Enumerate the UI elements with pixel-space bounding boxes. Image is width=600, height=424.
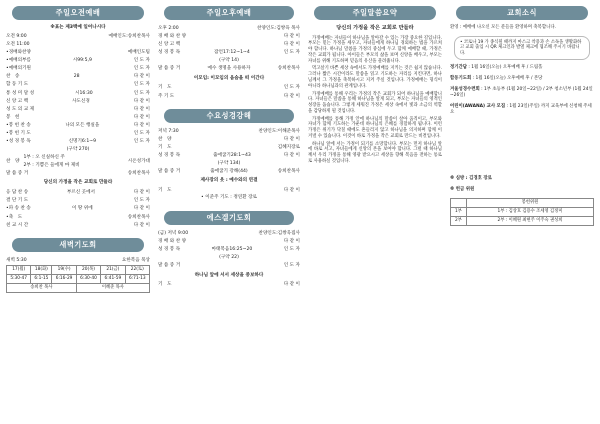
news-items xyxy=(450,65,594,116)
order-row xyxy=(6,122,150,130)
order-person: 다 같 이 xyxy=(283,136,300,142)
news-item xyxy=(450,65,594,71)
order-detail: 시99:5,9 xyxy=(72,58,92,64)
dawn-schedule-table xyxy=(6,265,150,293)
order-row xyxy=(6,222,150,230)
reading-page-row xyxy=(6,146,150,154)
order-detail xyxy=(171,187,283,195)
order-item: 합 동 기 도 xyxy=(6,82,29,88)
order-item: 신 앙 고 백 xyxy=(6,98,29,104)
news-item-text: 1월 16일(오늘) 오후예배 후 / 드림홀 xyxy=(471,65,543,71)
dawn-place: 요한복음 묵상 xyxy=(121,257,150,263)
offering-head-row xyxy=(451,198,594,207)
order-row xyxy=(6,205,150,213)
service-time-2: 오전 11:00 xyxy=(6,41,30,47)
order-detail xyxy=(22,214,128,222)
offering-row-2 xyxy=(451,216,594,225)
news-item xyxy=(450,76,594,82)
dawn-text: 6:41-59 xyxy=(101,274,125,283)
dawn-texts-row xyxy=(7,274,150,283)
service-time-1: 오전 9:00 xyxy=(6,33,27,39)
dawn-time: 새벽 5:30 xyxy=(6,257,27,263)
order-row xyxy=(158,93,300,101)
afternoon-time: 오후 2:00 xyxy=(158,26,179,31)
order-person: 인 도 자 xyxy=(133,198,150,204)
order-item: 신 앙 고 백 xyxy=(158,42,181,48)
news-item-title: 겨울성경수련회 xyxy=(450,87,480,93)
order-detail: 잠언17:12~1~4 xyxy=(214,50,250,56)
afternoon-sermon-title: 예수 생명을 사용하자 xyxy=(207,66,251,72)
order-detail xyxy=(171,136,283,144)
fri-sermon-preacher: 인 도 자 xyxy=(283,263,300,269)
fri-sermon-label: 말 씀 증 거 xyxy=(158,263,181,269)
order-detail xyxy=(31,49,128,57)
order-person: 인 도 자 xyxy=(133,82,150,88)
order-row xyxy=(6,90,150,98)
summary-paragraph: 하나님 앞에 서는 가정이 되기를 소망합니다. 부모는 먼저 하나님 앞에 바로 서고, 자녀들에게 신앙의 본을 보여야 합니다. 그럴 때 하나님께서 우리 가정을 통해 영광 받으시고 세상을 향해 복음을 전하는 통로로 사용하실 것입니다. xyxy=(308,141,442,164)
news-item-title: 합동기도회 xyxy=(450,76,472,82)
news-item-separator: : xyxy=(466,65,472,71)
order-person: 다 같 이 xyxy=(283,188,300,194)
order-item: 기 도 xyxy=(158,85,172,91)
order-detail xyxy=(28,222,134,230)
afternoon-sermon-label: 말 씀 증 거 xyxy=(158,66,181,72)
order-row xyxy=(6,114,150,122)
dawn-text: 6:30-40 xyxy=(76,274,100,283)
order-detail xyxy=(28,81,134,89)
order-person: 송희찬목사 xyxy=(127,214,150,220)
news-item-title: 어린이(AWANA) 교사 모집 xyxy=(450,104,506,110)
dawn-day: 18(화) xyxy=(31,265,52,274)
afternoon-leader: 찬양인도:김쌍육 목사 xyxy=(257,26,300,31)
summary-paragraph: 먹고살기 바쁜 세상 속에서도 가정예배를 지키는 것은 쉽지 않습니다. 그러나 짧은 시간이라도 말씀을 읽고 기도하는 자리를 지킨다면, 하나님께서 그 가정을 축복하시고 지켜 주실 것입니다. 가정예배는 형식이 아니라 하나님과의 관계입니다. xyxy=(308,66,442,89)
order-person: 인 도 자 xyxy=(133,66,150,72)
offering-service-1: 1부 xyxy=(451,207,467,216)
afternoon-worship-header: 주일오후예배 xyxy=(164,6,294,20)
wed-leader: 찬양인도:이해준목사 xyxy=(258,128,300,134)
dawn-prayer-header: 새벽기도회 xyxy=(12,238,144,252)
summary-body xyxy=(308,36,442,165)
order-person: 인 도 자 xyxy=(283,247,300,253)
news-item-separator: : xyxy=(479,87,484,93)
afternoon-page-row xyxy=(158,57,300,65)
dawn-text: 6:1-15 xyxy=(31,274,52,283)
order-row xyxy=(6,73,150,81)
wed-order xyxy=(158,136,300,160)
order-item: •예배의부름 xyxy=(6,58,31,64)
dawn-info-row xyxy=(6,257,150,265)
order-row xyxy=(6,197,150,205)
order-row xyxy=(158,49,300,57)
order-item: •파 송 찬 송 xyxy=(6,206,31,212)
offering-head: 봉헌위원 xyxy=(467,198,594,207)
afternoon-sermon-preacher: 송희찬목사 xyxy=(277,66,300,72)
wed-time: 저녁 7:30 xyxy=(158,128,179,134)
summary-paragraph: 가정예배를 통해 우리는 가정의 작은 교회가 되어 하나님을 예배합니다. 자녀들은 말씀을 통해 하나님을 알게 되고, 부모는 자녀들의 영적인 성장을 돕습니다. 그렇게 세워진 가정은 세상 속에서 빛과 소금의 역할을 감당하게 될 것입니다. xyxy=(308,91,442,114)
order-item: 찬 양 xyxy=(158,136,172,142)
sermon-label: 말 씀 증 거 xyxy=(6,171,29,177)
order-detail: 28 xyxy=(73,74,80,80)
covid-notice: • 코로나 19 가 종식될 때까지 마스크 착용과 손 소독을 생활화하고 교회 출입 시 QR 체크인과 발열 체크에 협조해 주시기 바랍니다. xyxy=(454,36,590,61)
order-person: 다 같 이 xyxy=(283,42,300,48)
order-row xyxy=(158,41,300,49)
wed-time-row xyxy=(158,128,300,136)
visit-title: ※ 심방 : 김경호 장로 xyxy=(450,176,492,182)
order-item: 결 단 기 도 xyxy=(6,198,29,204)
order-row xyxy=(158,136,300,144)
choir-name: 시온성가대 xyxy=(127,159,150,165)
reading-page: (구약 270) xyxy=(66,147,90,153)
order-item: 친 교 시 간 xyxy=(6,222,29,228)
wed-sermon-preacher: 송희찬목사 xyxy=(277,169,300,175)
time-row-2 xyxy=(6,41,150,49)
order-row xyxy=(158,144,300,152)
order-item: •봉 헌 기 도 xyxy=(6,131,31,136)
order-item: 기 도 xyxy=(158,188,172,194)
order-item: 통 성 미 달 성 xyxy=(6,90,35,96)
fri-page-row xyxy=(158,254,300,262)
order-detail xyxy=(171,281,283,289)
order-detail xyxy=(19,114,133,122)
church-news-header: 교회소식 xyxy=(456,6,588,20)
order-detail xyxy=(180,41,284,49)
news-item-title: 정기간담 xyxy=(450,65,467,71)
order-item: 경 배 와 찬 양 xyxy=(158,34,187,40)
order-item: •성 경 봉 독 xyxy=(6,139,31,145)
sermon-title: 당신의 가정을 작은 교회로 만들라 xyxy=(43,180,113,186)
order-person: 다 같 이 xyxy=(283,152,300,158)
order-item: 성 경 봉 독 xyxy=(158,152,181,158)
choir-label: 찬 양 xyxy=(6,159,20,165)
afternoon-worship-column xyxy=(154,0,304,424)
dawn-day: 19(수) xyxy=(52,265,76,274)
summary-paragraph: 가정예배는 자녀들이 하나님을 알아갈 수 있는 가장 중요한 길입니다. 부모는 믿는 가정을 세우고, 자녀들에게 하나님 경외하는 법을 가르쳐야 합니다. 하나님 말씀을 가정의 중심에 두고 함께 예배할 때, 가정은 작은 교회가 됩니다. 아이들은 부모의 삶을 보며 신앙을 배우고, 부모는 자녀를 위해 기도하며 믿음의 유산을 물려줍니다. xyxy=(308,35,442,64)
order-person: 다 같 이 xyxy=(133,98,150,104)
order-item: 경 배 와 찬 양 xyxy=(158,239,187,245)
order-detail xyxy=(186,238,284,246)
sermon-summary-header: 주일말씀요약 xyxy=(314,6,436,20)
offering-table xyxy=(450,198,594,226)
fri-leader: 찬양인도:김쌍욱집사 xyxy=(258,231,300,237)
order-item: 성 경 봉 독 xyxy=(158,50,181,56)
order-row xyxy=(6,106,150,114)
order-detail: 시16:30 xyxy=(75,90,93,96)
order-item: •축 도 xyxy=(6,214,23,220)
choir-songs xyxy=(19,154,127,170)
summary-title: 당신의 가정을 작은 교회로 만들라 xyxy=(336,25,414,31)
offering-service-2: 2부 xyxy=(451,216,467,225)
dawn-text: 5:30-47 xyxy=(7,274,31,283)
order-row xyxy=(6,98,150,106)
wed-sermon-label: 말 씀 증 거 xyxy=(158,169,181,175)
news-item xyxy=(450,104,594,116)
dawn-leader-1: 송희찬 목사 xyxy=(7,283,77,292)
friday-header: 에스겔기도회 xyxy=(164,211,294,225)
dawn-day: 17(월) xyxy=(7,265,31,274)
order-person: 다 같 이 xyxy=(283,34,300,40)
afternoon-order xyxy=(158,33,300,57)
order-person: 인 도 자 xyxy=(283,50,300,56)
order-person: 인 도 자 xyxy=(133,90,150,96)
news-item-text: 1부 초등부 (1월 20일~22일) / 2부 청소년부 (1월 24일~26일) xyxy=(450,87,593,99)
order-row xyxy=(6,49,150,57)
order-item: 봉 헌 xyxy=(6,114,20,120)
time-row xyxy=(6,33,150,41)
order-detail xyxy=(174,93,284,101)
order-item: 기 도 xyxy=(158,282,172,288)
wednesday-header: 수요성경강해 xyxy=(164,109,294,123)
order-person: 인 도 자 xyxy=(133,58,150,64)
sermon-summary-column xyxy=(304,0,446,424)
order-item: •예배의기원 xyxy=(6,66,31,72)
order-detail xyxy=(31,130,134,138)
dawn-leaders-row xyxy=(7,283,150,292)
order-person: 인 도 자 xyxy=(133,139,150,145)
order-detail xyxy=(171,144,277,152)
fri-sermon-row xyxy=(158,262,300,270)
news-item-separator: : xyxy=(505,104,510,110)
order-row xyxy=(158,33,300,41)
order-of-worship-2 xyxy=(6,189,150,229)
order-row xyxy=(158,281,300,289)
order-item: •봉 헌 찬 송 xyxy=(6,122,31,128)
afternoon-time-row xyxy=(158,25,300,33)
order-person: 다 같 이 xyxy=(283,93,300,99)
service-leader: 예배인도:송희찬목사 xyxy=(108,33,150,39)
morning-worship-header: 주일오전예배 xyxy=(12,6,144,20)
order-detail: 부르신 곳에서 xyxy=(66,190,95,196)
order-detail: 출애굽기28:1~43 xyxy=(213,152,251,158)
order-detail: 마태복음16:25~20 xyxy=(211,247,253,253)
order-item: 성 도 의 교 제 xyxy=(6,106,35,112)
dawn-day: 21(금) xyxy=(101,265,125,274)
order-row xyxy=(6,57,150,65)
fri-order xyxy=(158,238,300,254)
order-person: 인 도 자 xyxy=(133,131,150,136)
summary-paragraph: 가정예배를 통해 가정 안에 하나님의 말씀이 살아 움직이고, 부모와 자녀가 함께 기도하는 가운데 하나님의 은혜를 경험하게 됩니다. 이런 가정은 위기가 닥칠 때에도 흔들리지 않고 하나님을 의지하며 함께 이겨낼 수 있습니다. 이것이 바로 가정을 작은 교회로 만드는 비결입니다. xyxy=(308,116,442,139)
order-detail: 사도신경 xyxy=(72,98,90,104)
order-person: 다 같 이 xyxy=(283,239,300,245)
wed-sermon-title: 제사장의 옷 : 예수와의 연결 xyxy=(200,178,258,184)
choir-song-1: 1부 : 오 신실하신 주 xyxy=(23,155,65,161)
order-person: 다 같 이 xyxy=(133,222,150,228)
order-detail xyxy=(34,106,134,114)
order-person: 다 같 이 xyxy=(133,122,150,128)
order-detail: 신명기6:1~9 xyxy=(68,139,97,145)
offering-members-1: 1부 : 김상호 김용수 조세영 김정미 xyxy=(467,207,594,216)
order-item: •경배와찬양 xyxy=(6,50,31,56)
afternoon-order-2 xyxy=(158,84,300,100)
order-row xyxy=(158,187,300,195)
news-item-text: 1월 16일(오늘) 오후예배 후 / 본당 xyxy=(475,76,543,82)
offering-title: ※ 헌금 위원 xyxy=(450,187,475,192)
dawn-leader-2: 이혜준 목사 xyxy=(76,283,149,292)
order-detail xyxy=(31,65,134,73)
afternoon-after-title: 이모임: 이모임의 음숨을 떠 이간다 xyxy=(193,75,265,81)
order-row xyxy=(6,138,150,146)
news-item xyxy=(450,87,594,99)
news-item-text: 1월 23일(주일) 까지 교육부에 신청해 주세요 xyxy=(450,104,592,116)
wed-sermon-row xyxy=(158,168,300,176)
order-person: 다 같 이 xyxy=(133,74,150,80)
order-item: 응 답 찬 송 xyxy=(6,190,29,196)
order-row xyxy=(6,130,150,138)
wed-sermon-series: 출애굽기 강해(44) xyxy=(210,169,248,175)
order-row xyxy=(158,84,300,92)
sermon-preacher: 송희찬목사 xyxy=(127,171,150,177)
fri-sermon-title: 하나님 앞에 서서 세상을 중보하다 xyxy=(194,272,264,278)
order-person: 다 같 이 xyxy=(133,190,150,196)
church-news-column xyxy=(446,0,600,424)
order-detail: 이 땅 위에 xyxy=(71,206,93,212)
order-item: 성 경 봉 독 xyxy=(158,247,181,253)
wed-note: • 이준주 기도 : 정연환 장로 xyxy=(201,195,257,201)
order-row xyxy=(6,65,150,73)
order-row xyxy=(158,246,300,254)
order-of-worship xyxy=(6,49,150,146)
fri-page: (구약 22) xyxy=(219,255,239,261)
choir-song-2: 2부 : 기쁨은 들에게 마 제비 xyxy=(23,163,80,169)
offering-row-1 xyxy=(451,207,594,216)
order-detail xyxy=(28,197,134,205)
order-person: 다 같 이 xyxy=(283,282,300,288)
order-person: 다 같 이 xyxy=(133,106,150,112)
wed-page-row xyxy=(158,160,300,168)
dawn-text: 6:16-29 xyxy=(52,274,76,283)
order-row xyxy=(6,81,150,89)
wed-page: (구약 134) xyxy=(217,161,241,166)
welcome-text: 환영 : 예배에 나오신 모든 분들을 환영하며 축복합니다. xyxy=(450,25,556,30)
order-person: 다 같 이 xyxy=(133,206,150,212)
news-item-separator: : xyxy=(471,76,476,82)
offering-members-2: 2부 : 이혜원 최현주 이주숙 권성희 xyxy=(467,216,594,225)
order-item: 주 기 도 xyxy=(158,93,175,99)
afternoon-page: (구약 14) xyxy=(219,58,239,64)
fri-order-2 xyxy=(158,281,300,289)
order-row xyxy=(158,152,300,160)
order-person: 다 같 이 xyxy=(133,114,150,120)
dawn-day: 22(토) xyxy=(125,265,149,274)
order-row xyxy=(158,238,300,246)
order-person: 예배인도팀 xyxy=(127,50,150,56)
order-person: 인 도 자 xyxy=(283,85,300,91)
morning-worship-column xyxy=(0,0,154,424)
wed-order-2 xyxy=(158,187,300,195)
order-item: 찬 송 xyxy=(6,74,20,80)
dawn-day: 20(목) xyxy=(76,265,100,274)
lead-note: ※표는 제3백예 일어나시다 xyxy=(50,25,106,30)
order-detail: 나의 모든 행실을 xyxy=(65,122,100,128)
afternoon-sermon-row xyxy=(158,65,300,73)
order-row xyxy=(6,189,150,197)
dawn-text: 6:71-13 xyxy=(125,274,149,283)
dawn-days-row xyxy=(7,265,150,274)
sermon-row xyxy=(6,170,150,178)
order-item: 기 도 xyxy=(158,144,172,150)
order-detail xyxy=(171,84,283,92)
choir-row xyxy=(6,154,150,170)
order-person: 김혜지장로 xyxy=(277,144,300,150)
order-detail xyxy=(186,33,284,41)
fri-time: (금) 저녁 9:00 xyxy=(158,231,189,237)
fri-time-row xyxy=(158,230,300,238)
order-row xyxy=(6,214,150,222)
